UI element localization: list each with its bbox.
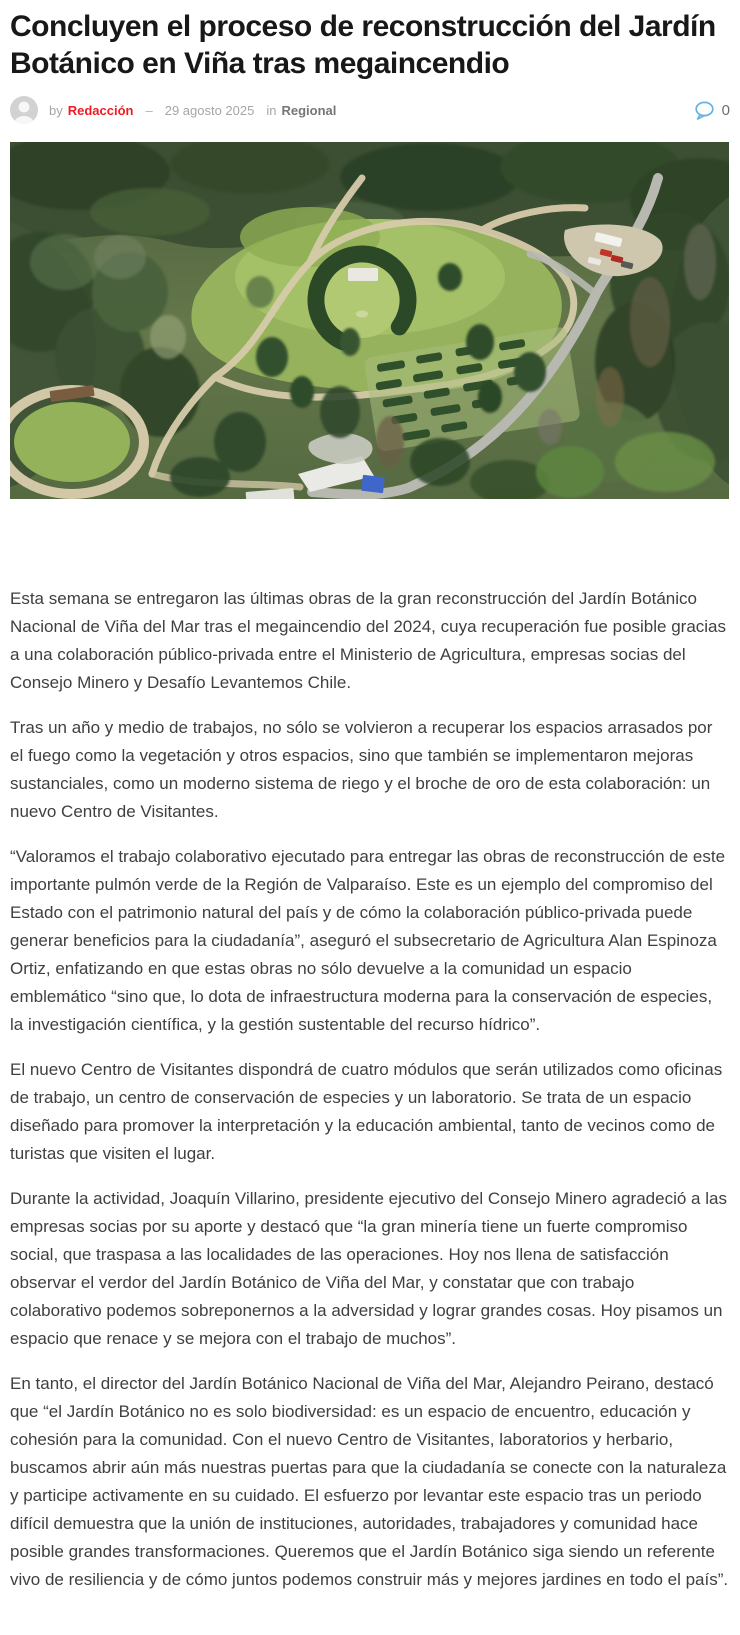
paragraph-5: Durante la actividad, Joaquín Villarino, presidente ejecutivo del Consejo Minero agradeció a las empresas socias por su aporte y destacó que “la gran minería tiene un fuerte compromiso social, que traspasa a las localidades de las operaciones. Hoy nos llena de satisfacción observar el verdor del Jardín Botánico de Viña del Mar, y constatar que con trabajo colaborativo podemos sobreponernos a la adversidad y lograr grandes cosas. Hoy pisamos un espacio que renace y se mejora con el trabajo de muchos”. — [10, 1189, 727, 1348]
byline-separator: – — [145, 102, 153, 118]
paragraph-3: “Valoramos el trabajo colaborativo ejecutado para entregar las obras de reconstrucción de este importante pulmón verde de la Región de Valparaíso. Este es un ejemplo del compromiso del Estado con el patrimonio natural del país y de cómo la colaboración público-privada puede generar beneficios para la ciudadanía”, aseguró el subsecretario de Agricultura Alan Espinoza Ortiz, enfatizando en que estas obras no sólo devuelve a la comunidad un espacio emblemático “sino que, lo dota de infraestructura moderna para la conservación de especies, la investigación científica, y la gestión sustentable del recurso hídrico”. — [10, 847, 726, 1034]
category-link[interactable]: Regional — [281, 102, 337, 118]
paragraph-2: Tras un año y medio de trabajos, no sólo se volvieron a recuperar los espacios arrasados por el fuego como la vegetación y otros espacios, sino que también se implementaron mejoras sustanciales, como un moderno sistema de riego y el broche de oro de esta colaboración: un nuevo Centro de Visitantes. — [10, 718, 713, 821]
byline-by-label: by — [49, 102, 63, 118]
byline — [10, 96, 730, 124]
page-title: Concluyen el proceso de reconstrucción del Jardín Botánico en Viña tras megaincendio — [10, 10, 716, 80]
paragraph-6: En tanto, el director del Jardín Botánico Nacional de Viña del Mar, Alejandro Peirano, destacó que “el Jardín Botánico no es solo biodiversidad: es un espacio de encuentro, educación y cohesión para la comunidad. Con el nuevo Centro de Visitantes, laboratorios y herbario, buscamos abrir aún más nuestras puertas para que la ciudadanía se conecte con la naturaleza y participe activamente en su cuidado. El esfuerzo por levantar este espacio tras un periodo difícil demuestra que la unión de instituciones, autoridades, trabajadores y comunidad hace posible grandes transformaciones. Queremos que el Jardín Botánico siga siendo un referente vivo de resiliencia y de cómo juntos podemos construir más y mejores jardines en todo el país”. — [10, 1374, 729, 1589]
aerial-photo-botanical-garden — [10, 142, 729, 499]
author-link[interactable]: Redacción — [67, 102, 134, 118]
paragraph-1: Esta semana se entregaron las últimas obras de la gran reconstrucción del Jardín Botánico Nacional de Viña del Mar tras el megaincendio del 2024, cuya recuperación fue posible gracias a una colaboración público-privada entre el Ministerio de Agricultura, empresas socias del Consejo Minero y Desafío Levantemos Chile. — [10, 589, 727, 692]
article-body — [10, 585, 730, 1594]
byline-in-label: in — [266, 102, 277, 118]
comment-count: 0 — [721, 101, 730, 119]
publish-date: 29 agosto 2025 — [164, 102, 255, 118]
paragraph-4: El nuevo Centro de Visitantes dispondrá de cuatro módulos que serán utilizados como oficinas de trabajo, un centro de conservación de especies y un laboratorio. Se trata de un espacio diseñado para promover la interpretación y la educación ambiental, tanto de vecinos como de turistas que visiten el lugar. — [10, 1060, 723, 1163]
comments-link[interactable] — [694, 101, 730, 120]
featured-image — [10, 142, 730, 499]
avatar[interactable] — [10, 96, 38, 124]
comment-icon — [694, 101, 715, 120]
person-silhouette-icon — [10, 96, 38, 124]
